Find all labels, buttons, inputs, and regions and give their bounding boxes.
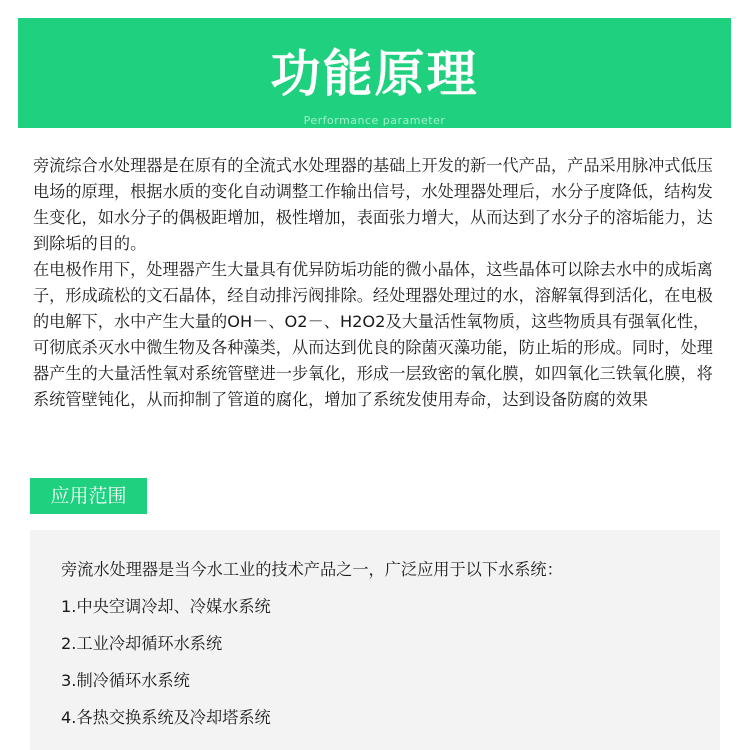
application-scope-list: [61, 596, 271, 744]
principle-paragraph-2: 在电极作用下，处理器产生大量具有优异防垢功能的微小晶体，这些晶体可以除去水中的成垢离子，形成疏松的文石晶体，经自动排污阀排除。经处理器处理过的水，溶解氧得到活化，在电极的电解下，水中产生大量的OH－、O2－、H2O2及大量活性氧物质，这些物质具有强氧化性，可彻底杀灭水中微生物及各种藻类，从而达到优良的除菌灭藻功能，防止垢的形成。同时，处理器产生的大量活性氧对系统管壁进一步氧化，形成一层致密的氧化膜，如四氧化三铁氧化膜，将系统管壁钝化，从而抑制了管道的腐化，增加了系统发使用寿命，达到设备防腐的效果: [33, 260, 713, 409]
application-scope-tab: 应用范围: [30, 478, 147, 514]
list-item: 3.制冷循环水系统: [61, 671, 190, 690]
header-banner: [18, 18, 731, 128]
application-scope-panel: [30, 530, 720, 750]
list-item: 1.中央空调冷却、冷媒水系统: [61, 597, 271, 616]
list-item: 4.各热交换系统及冷却塔系统: [61, 708, 271, 727]
application-scope-lead: 旁流水处理器是当今水工业的技术产品之一，广泛应用于以下水系统：: [61, 560, 563, 579]
page-subtitle: Performance parameter: [303, 114, 446, 127]
principle-description: [33, 153, 723, 413]
principle-paragraph-1: 旁流综合水处理器是在原有的全流式水处理器的基础上开发的新一代产品，产品采用脉冲式低压电场的原理，根据水质的变化自动调整工作输出信号，水处理器处理后，水分子度降低，结构发生变化，如水分子的偶极距增加，极性增加，表面张力增大，从而达到了水分子的溶垢能力，达到除垢的目的。: [33, 156, 713, 253]
list-item: 2.工业冷却循环水系统: [61, 634, 223, 653]
page-title: 功能原理: [270, 45, 479, 103]
